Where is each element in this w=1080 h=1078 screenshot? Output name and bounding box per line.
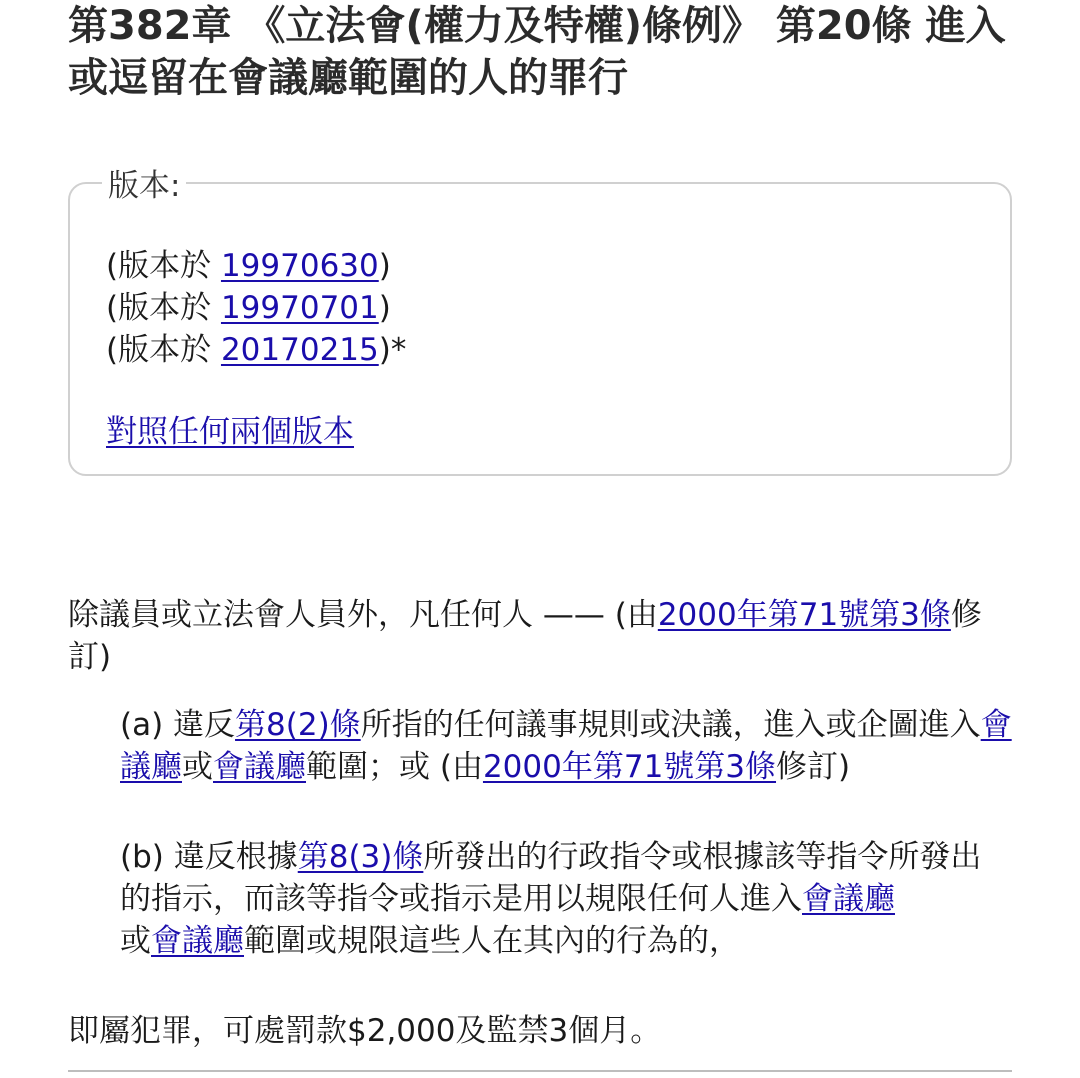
para-text: 所指的任何議事規則或決議，進入或企圖進入 — [360, 707, 981, 743]
chamber-link[interactable]: 會議廳 — [151, 923, 244, 959]
version-suffix: ) — [378, 290, 391, 326]
version-date-link[interactable]: 19970701 — [220, 290, 379, 326]
para-text: (a) 違反 — [120, 707, 236, 743]
version-row — [106, 245, 974, 287]
section-8-3-link[interactable]: 第8(3)條 — [297, 839, 424, 875]
intro-text: 除議員或立法會人員外，凡任何人 —— — [68, 597, 615, 633]
amendment-link[interactable]: 2000年第71號第3條 — [482, 749, 777, 785]
version-prefix: (版本於 — [106, 290, 221, 326]
para-text: 修訂) — [776, 749, 851, 785]
versions-legend: 版本: — [108, 168, 181, 204]
page-content — [68, 0, 1012, 1049]
amendment-link[interactable]: 2000年第71號第3條 — [657, 597, 951, 633]
version-date-link[interactable]: 19970630 — [220, 248, 379, 284]
amend-close: 修訂) — [68, 597, 982, 675]
para-text: 所發出的行政指令或根據該等指令所發出的指示，而該等指令或指示是用以規限任何人進入 — [120, 839, 982, 917]
para-text: 或 — [120, 923, 151, 959]
paragraph-b — [120, 836, 1012, 962]
amend-open: (由 — [614, 597, 658, 633]
para-text: 或 — [182, 749, 213, 785]
paragraph-a — [120, 704, 1012, 788]
version-suffix: ) — [378, 248, 391, 284]
chamber-link[interactable]: 會議廳 — [213, 749, 306, 785]
version-row — [106, 287, 974, 329]
para-text: 範圍；或 (由 — [306, 749, 483, 785]
page-title: 第382章 《立法會(權力及特權)條例》 第20條 進入或逗留在會議廳範圍的人的罪行 — [68, 3, 1006, 101]
section-8-2-link[interactable]: 第8(2)條 — [235, 707, 361, 743]
section-intro — [68, 594, 1012, 678]
version-list — [106, 245, 974, 371]
chamber-link[interactable]: 會議廳 — [802, 881, 895, 917]
version-prefix: (版本於 — [106, 332, 221, 368]
divider — [68, 1070, 1012, 1072]
para-text: (b) 違反根據 — [120, 839, 298, 875]
chamber-link[interactable]: 會議廳 — [120, 707, 1012, 785]
penalty-text: 即屬犯罪，可處罰款$2,000及監禁3個月。 — [68, 1013, 662, 1049]
para-text: 範圍或規限這些人在其內的行為的， — [244, 923, 740, 959]
versions-box — [68, 160, 1012, 476]
version-row — [106, 329, 974, 371]
version-date-link[interactable]: 20170215 — [220, 332, 379, 368]
compare-versions-link[interactable]: 對照任何兩個版本 — [106, 414, 354, 450]
version-prefix: (版本於 — [106, 248, 221, 284]
version-suffix: )* — [378, 332, 407, 368]
